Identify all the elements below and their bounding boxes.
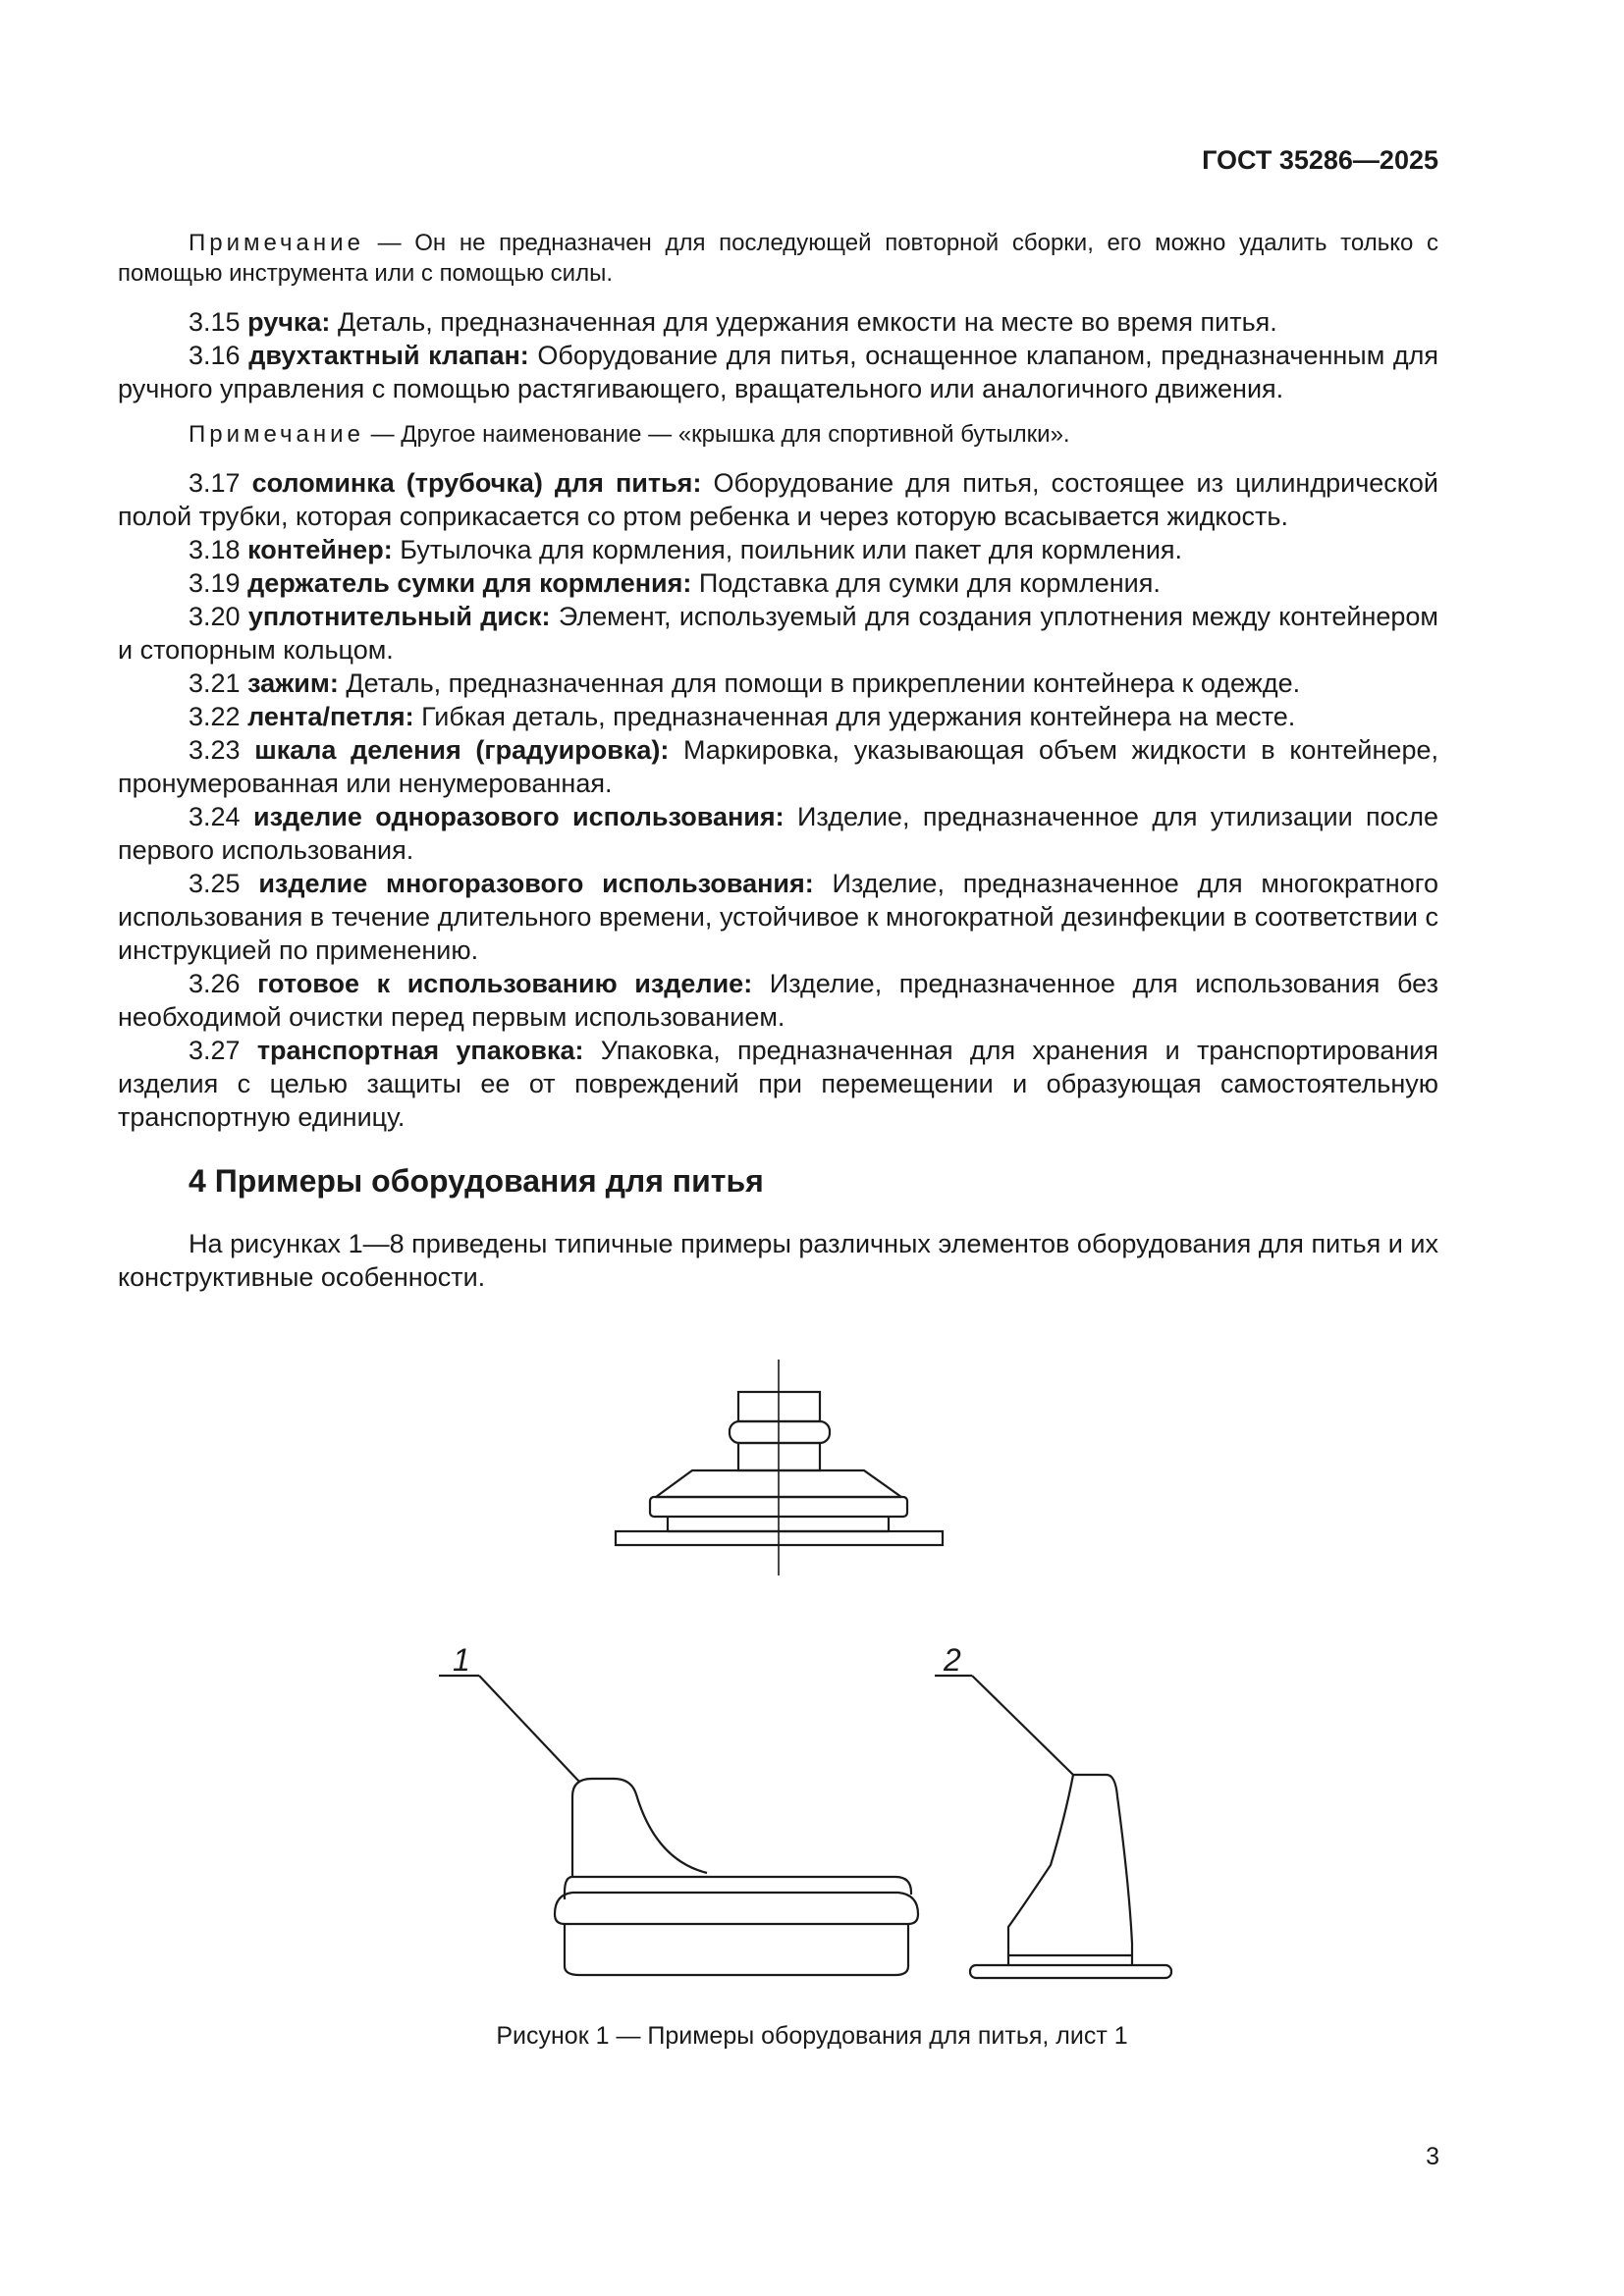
term-definition: Деталь, предназначенная для помощи в прикреплении контейнера к одежде. (338, 668, 1301, 698)
section-heading: 4 Примеры оборудования для питья (189, 1163, 764, 1199)
term-definition: Элемент, используемый для создания уплотнения между контейнером и стопорным кольцом. (118, 602, 1438, 665)
note-text: — Другое наименование — «крышка для спортивной бутылки». (363, 421, 1070, 448)
term-name: изделие многоразового использования: (258, 869, 814, 898)
term-definition: Деталь, предназначенная для удержания емкости на месте во время питья. (330, 307, 1277, 337)
term-item: 3.18 контейнер: Бутылочка для кормления, поильник или пакет для кормления. (189, 535, 1183, 564)
term-definition: Оборудование для питья, состоящее из цилиндрической полой трубки, которая соприкасается со ртом ребенка и через которую всасывается жидкость. (118, 468, 1438, 531)
term-definition: Гибкая деталь, предназначенная для удержания контейнера на месте. (413, 702, 1296, 731)
term-name: контейнер: (247, 535, 393, 564)
term-name: уплотнительный диск: (247, 602, 551, 631)
term-definition: Изделие, предназначенное для использования без необходимой очистки перед первым использованием. (118, 969, 1438, 1032)
term-item: 3.25 изделие многоразового использования: Изделие, предназначенное для многократного использования в течение длительного времени, устойчивое к многократной дезинфекции в соответствии с инструкцией по применению. (118, 869, 1438, 965)
term-item: 3.26 готовое к использованию изделие: Изделие, предназначенное для использования без необходимой очистки перед первым использованием. (118, 969, 1438, 1032)
term-item: 3.22 лента/петля: Гибкая деталь, предназначенная для удержания контейнера на месте. (189, 702, 1296, 731)
term-item: 3.21 зажим: Деталь, предназначенная для помощи в прикреплении контейнера к одежде. (189, 668, 1301, 698)
callout-1-label: 1 (453, 1642, 470, 1678)
term-item: 3.20 уплотнительный диск: Элемент, используемый для создания уплотнения между контейнером и стопорным кольцом. (118, 602, 1438, 665)
term-name: держатель сумки для кормления: (247, 568, 692, 598)
term-definition: Маркировка, указывающая объем жидкости в контейнере, пронумерованная или ненумерованная. (118, 735, 1438, 798)
term-name: зажим: (247, 668, 339, 698)
term-definition: Изделие, предназначенное для утилизации после первого использования. (118, 802, 1438, 865)
term-name: транспортная упаковка: (256, 1036, 584, 1065)
page-number: 3 (1426, 2143, 1439, 2170)
term-definition: Оборудование для питья, оснащенное клапаном, предназначенным для ручного управления с помощью растягивающего, вращательного или аналогичного движения. (118, 341, 1438, 403)
term-definition: Упаковка, предназначенная для хранения и транспортирования изделия с целью защиты ее от повреждений при перемещении и образующая самостоятельную транспортную единицу. (118, 1036, 1439, 1132)
term-definition: Изделие, предназначенное для многократного использования в течение длительного времени, устойчивое к многократной дезинфекции в соответствии с инструкцией по применению. (118, 869, 1438, 965)
note-label: Примечание (189, 421, 364, 448)
term-item: 3.23 шкала деления (градуировка): Маркировка, указывающая объем жидкости в контейнере, пронумерованная или ненумерованная. (118, 735, 1438, 798)
note-label: Примечание (189, 230, 364, 256)
callout-2-leader (935, 1676, 1073, 1775)
section-intro: На рисунках 1—8 приведены типичные примеры различных элементов оборудования для питья и их конструктивные особенности. (118, 1229, 1438, 1292)
term-name: двухтактный клапан: (248, 341, 529, 370)
term-item: 3.24 изделие одноразового использования: Изделие, предназначенное для утилизации после первого использования. (118, 802, 1438, 865)
side-view-1-drawing (555, 1779, 918, 1975)
term-definition: Бутылочка для кормления, поильник или пакет для кормления. (392, 535, 1183, 564)
term-item: 3.17 соломинка (трубочка) для питья: Оборудование для питья, состоящее из цилиндрической полой трубки, которая соприкасается со ртом ребенка и через которую всасывается жидкость. (118, 468, 1438, 531)
note-text: — Он не предназначен для последующей повторной сборки, его можно удалить только с помощью инструмента или с помощью силы. (118, 230, 1438, 287)
term-name: шкала деления (градуировка): (254, 735, 670, 765)
term-item: 3.19 держатель сумки для кормления: Подставка для сумки для кормления. (189, 568, 1161, 598)
term-item: 3.16 двухтактный клапан: Оборудование для питья, оснащенное клапаном, предназначенным для ручного управления с помощью растягивающего, вращательного или аналогичного движения. (118, 341, 1438, 403)
term-name: лента/петля: (247, 702, 414, 731)
term-name: готовое к использованию изделие: (257, 969, 753, 998)
callout-2-label: 2 (944, 1642, 961, 1678)
term-item: 3.15 ручка: Деталь, предназначенная для удержания емкости на месте во время питья. (189, 307, 1277, 337)
term-name: ручка: (247, 307, 331, 337)
document-id: ГОСТ 35286—2025 (1202, 145, 1438, 175)
term-name: изделие одноразового использования: (252, 802, 785, 831)
callout-1-leader (439, 1676, 579, 1782)
top-view-drawing (616, 1360, 943, 1575)
side-view-2-drawing (970, 1775, 1171, 1978)
term-name: соломинка (трубочка) для питья: (251, 468, 702, 498)
term-definition: Подставка для сумки для кормления. (691, 568, 1161, 598)
figure-caption: Рисунок 1 — Примеры оборудования для питья, лист 1 (496, 2022, 1128, 2050)
term-item: 3.27 транспортная упаковка: Упаковка, предназначенная для хранения и транспортирования изделия с целью защиты ее от повреждений при перемещении и образующая самостоятельную транспортную единицу. (118, 1036, 1439, 1132)
